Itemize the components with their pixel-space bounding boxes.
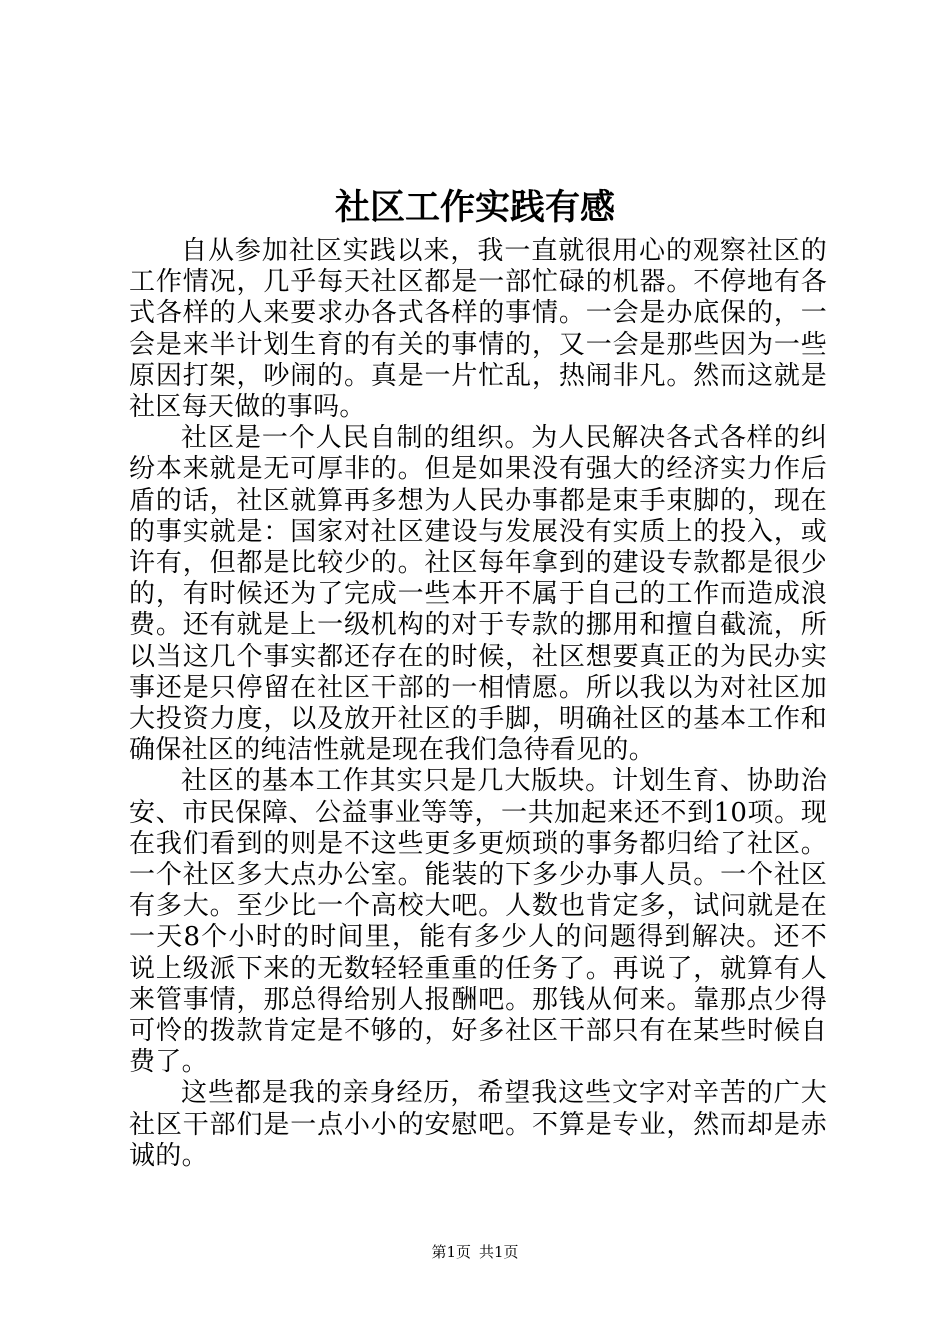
paragraph: 社区是一个人民自制的组织。为人民解决各式各样的纠纷本来就是无可厚非的。但是如果没有强大的经济实力作后盾的话，社区就算再多想为人民办事都是束手束脚的，现在的事实就是：国家对社区建设与发展没有实质上的投入，或许有，但都是比较少的。社区每年拿到的建设专款都是很少的，有时候还为了完成一些本开不属于自己的工作而造成浪费。还有就是上一级机构的对于专款的挪用和擅自截流，所以当这几个事实都还存在的时候，社区想要真正的为民办实事还是只停留在社区干部的一相情愿。所以我以为对社区加大投资力度，以及放开社区的手脚，明确社区的基本工作和确保社区的纯洁性就是现在我们急待看见的。	[129, 423, 827, 766]
paragraph: 社区的基本工作其实只是几大版块。计划生育、协助治安、市民保障、公益事业等等，一共加起来还不到10项。现在我们看到的则是不这些更多更烦琐的事务都归给了社区。一个社区多大点办公室。能装的下多少办事人员。一个社区有多大。至少比一个高校大吧。人数也肯定多，试问就是在一天8个小时的时间里，能有多少人的问题得到解决。还不说上级派下来的无数轻轻重重的任务了。再说了，就算有人来管事情，那总得给别人报酬吧。那钱从何来。靠那点少得可怜的拨款肯定是不够的，好多社区干部只有在某些时候自费了。	[129, 766, 827, 1078]
page-footer	[0, 1242, 950, 1262]
document-body	[129, 236, 827, 1172]
page-number: 第1页	[431, 1243, 471, 1261]
document-title: 社区工作实践有感	[334, 187, 615, 228]
total-pages: 共1页	[479, 1243, 519, 1261]
paragraph: 这些都是我的亲身经历，希望我这些文字对辛苦的广大社区干部们是一点小小的安慰吧。不算是专业，然而却是赤诚的。	[129, 1078, 827, 1171]
paragraph: 自从参加社区实践以来，我一直就很用心的观察社区的工作情况，几乎每天社区都是一部忙碌的机器。不停地有各式各样的人来要求办各式各样的事情。一会是办底保的，一会是来半计划生育的有关的事情的，又一会是那些因为一些原因打架，吵闹的。真是一片忙乱，热闹非凡。然而这就是社区每天做的事吗。	[129, 236, 827, 423]
